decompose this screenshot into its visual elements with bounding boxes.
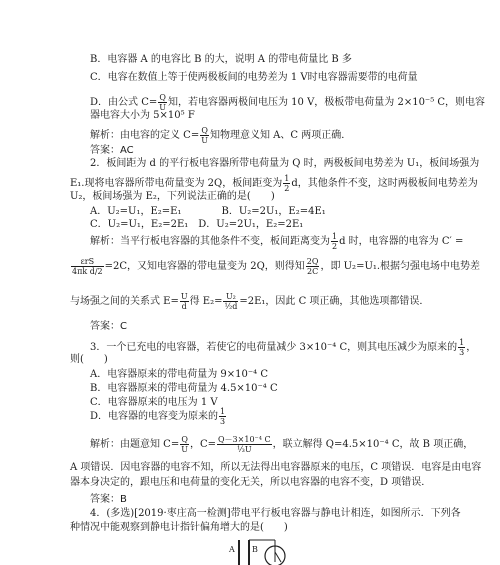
capacitor-electrometer-figure (225, 534, 295, 565)
q1-option-d: D．由公式 C= $\frac{Q}{U}$ 知，若电容器两极间电压为 10 V，极板带电荷量为 2×10⁻⁵ C，则电容 (90, 93, 486, 112)
q1-analysis: 解析：由电容的定义 C= $\frac{Q}{U}$ 知物理意义知 A、C 两项正确． (90, 126, 352, 145)
q4-stem-line2: 种情况中能观察到静电计指针偏角增大的是( ) (70, 522, 288, 533)
fraction: $\frac{Q}{U}$ (159, 93, 166, 112)
fraction: $\frac{1}{2}$ (332, 232, 338, 251)
q2-stem-line3: U₂，板间场强为 E₂，下列说法正确的是( ) (70, 191, 275, 202)
q1-answer: 答案：AC (90, 145, 134, 156)
q2-stem-line2: E₁.现将电容器所带电荷量变为 2Q，板间距变为 $\frac{1}{2}$ d，其他条件不变，这时两极板间电势差为 (70, 174, 478, 193)
q3-stem-line1: 3．一个已充电的电容器，若使它的电荷量减少 3×10⁻⁴ C，则其电压减少为原来的 $\frac{1}{3}$ ， (90, 338, 477, 357)
q2-answer: 答案：C (90, 321, 127, 332)
q2-options-cd: C．U₂=U₁，E₂=2E₁ D．U₂=2U₁，E₂=2E₁ (90, 219, 304, 230)
q4-stem-line1: 4．(多选)[2019·枣庄高一检测]带电平行板电容器与静电计相连，如图所示．下列各 (90, 508, 461, 519)
q2-analysis-line1: 解析：当平行板电容器的其他条件不变，板间距离变为 $\frac{1}{2}$ d 时，电容器的电容为 C′ = (90, 232, 464, 251)
fraction: $\frac{\text{εrS}}{\text{4πk d/2}}$ (72, 257, 103, 276)
q3-option-b: B．电容器原来的带电荷量为 4.5×10⁻⁴ C (90, 383, 278, 394)
fraction: $\frac{U}{d}$ (180, 292, 188, 311)
fraction: $\frac{1}{3}$ (459, 338, 465, 357)
electrometer-needle (275, 552, 281, 562)
q1-option-d-cont: 器电容大小为 5×10⁵ F (90, 110, 195, 121)
fraction: $\frac{2Q}{2C}$ (306, 257, 319, 276)
q3-answer: 答案：B (90, 494, 127, 505)
q3-analysis-line2: A 项错误．因电容器的电容不知，所以无法得出电容器原来的电压，C 项错误．电容是由电容 (70, 462, 482, 473)
q2-options-ab: A．U₂=U₁，E₂=E₁ B．U₂=2U₁，E₂=4E₁ (90, 206, 326, 217)
q1-option-b: B．电容器 A 的电容比 B 的大，说明 A 的带电荷量比 B 多 (90, 54, 352, 65)
fraction: $\frac{Q}{U}$ (201, 126, 208, 145)
plate-a-label: A (229, 545, 235, 554)
q3-analysis-line3: 器本身决定的，跟电压和电荷量的变化无关，所以电容器的电容不变，D 项错误． (70, 477, 432, 488)
q2-analysis-line2: $\frac{\text{εrS}}{\text{4πk d/2}}$ =2C，又知电容器的带电量变为 2Q，则得知 $\frac{2Q}{2C}$ ，即 U₂=U₁.根据匀强电场中电势差 (72, 257, 481, 276)
plate-b-label: B (252, 545, 258, 554)
fraction: $\frac{\text{Q－3×10⁻⁴ C}}{\text{⅓U}}$ (218, 435, 271, 454)
fraction: $\frac{1}{3}$ (220, 407, 226, 426)
q3-stem-line2: 则( ) (70, 354, 108, 365)
fraction: $\frac{1}{2}$ (284, 174, 290, 193)
q2-analysis-line3: 与场强之间的关系式 E= $\frac{U}{d}$ 得 E₂= $\frac{\text{U₂}}{\text{½d}}$ =2E₁，因此 C 项正确，其他选项都错误． (70, 292, 430, 311)
q1-option-c: C．电容在数值上等于使两极板间的电势差为 1 V时电容器需要带的电荷量 (90, 72, 418, 83)
q3-option-d: D．电容器的电容变为原来的 $\frac{1}{3}$ (90, 407, 226, 426)
q2-stem-line1: 2．板间距为 d 的平行板电容器所带电荷量为 Q 时，两极板间电势差为 U₁，板间场强为 (90, 158, 480, 169)
q3-option-a: A．电容器原来的带电荷量为 9×10⁻⁴ C (90, 369, 268, 380)
fraction: $\frac{Q}{U}$ (181, 435, 188, 454)
fraction: $\frac{\text{U₂}}{\text{½d}}$ (224, 292, 238, 311)
q3-option-c: C．电容器原来的电压为 1 V (90, 397, 218, 408)
q3-analysis-line1: 解析：由题意知 C= $\frac{Q}{U}$ ，C= $\frac{\text{Q－3×10⁻⁴ C}}{\text{⅓U}}$ ，联立解得 Q=4.5×10⁻⁴ C，故 B 项正确， (90, 435, 474, 454)
